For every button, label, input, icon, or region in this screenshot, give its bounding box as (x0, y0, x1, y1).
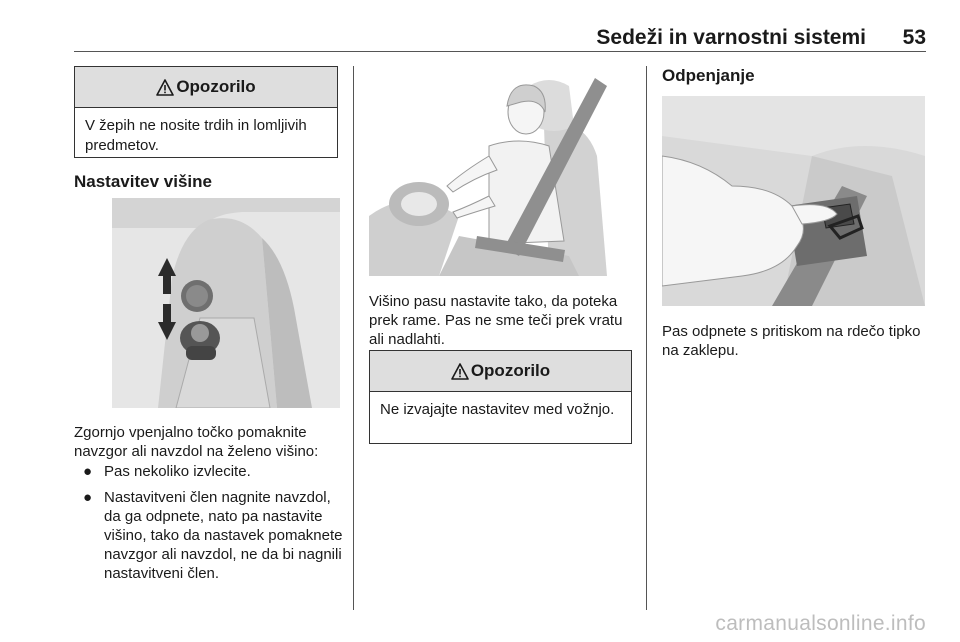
list-item (74, 488, 346, 583)
warning-title: Opozorilo (176, 77, 256, 96)
paragraph: Pas odpnete s pritiskom na rdečo tipko na zaklepu. (662, 323, 921, 359)
bullet-symbol: ● (83, 463, 93, 480)
list-item-text: Pas nekoliko izvlecite. (104, 463, 251, 480)
warning-text: Ne izvajajte nastavitev med vožnjo. (380, 401, 615, 418)
section-heading: Nastavitev višine (74, 172, 212, 191)
warning-triangle-icon (451, 363, 469, 380)
warning-box (369, 350, 632, 444)
list-item (74, 462, 346, 481)
bullet-symbol: ● (83, 489, 93, 506)
page-number: 53 (902, 26, 926, 49)
paragraph: Zgornjo vpenjalno točko pomaknite navzgor ali navzdol na želeno višino: (74, 424, 319, 460)
warning-triangle-icon (156, 79, 174, 96)
warning-text: V žepih ne nosite trdih in lomljivih predmetov. (85, 117, 307, 154)
column-divider (353, 66, 354, 610)
paragraph: Višino pasu nastavite tako, da poteka prek rame. Pas ne sme teči prek vratu ali nadlahti. (369, 293, 623, 348)
list-item-text: Nastavitveni člen nagnite navzdol, da ga odpnete, nato pa nastavite višino, tako da nastavek pomaknete navzgor ali navzdol, ne da bi nagnili nastavitveni člen. (104, 489, 343, 582)
warning-title: Opozorilo (470, 361, 551, 380)
warning-header (75, 67, 337, 108)
column-divider (646, 66, 647, 610)
header-rule (74, 51, 926, 52)
section-heading: Odpenjanje (662, 66, 755, 85)
buckle-release-illustration (662, 96, 925, 306)
warning-box (74, 66, 338, 158)
header-title: Sedeži in varnostni sistemi (596, 26, 866, 49)
height-adjuster-illustration (112, 198, 340, 408)
watermark: carmanualsonline.info (715, 612, 926, 635)
driver-seatbelt-illustration (369, 66, 632, 276)
bullet-list (74, 462, 346, 590)
warning-header (370, 351, 631, 392)
